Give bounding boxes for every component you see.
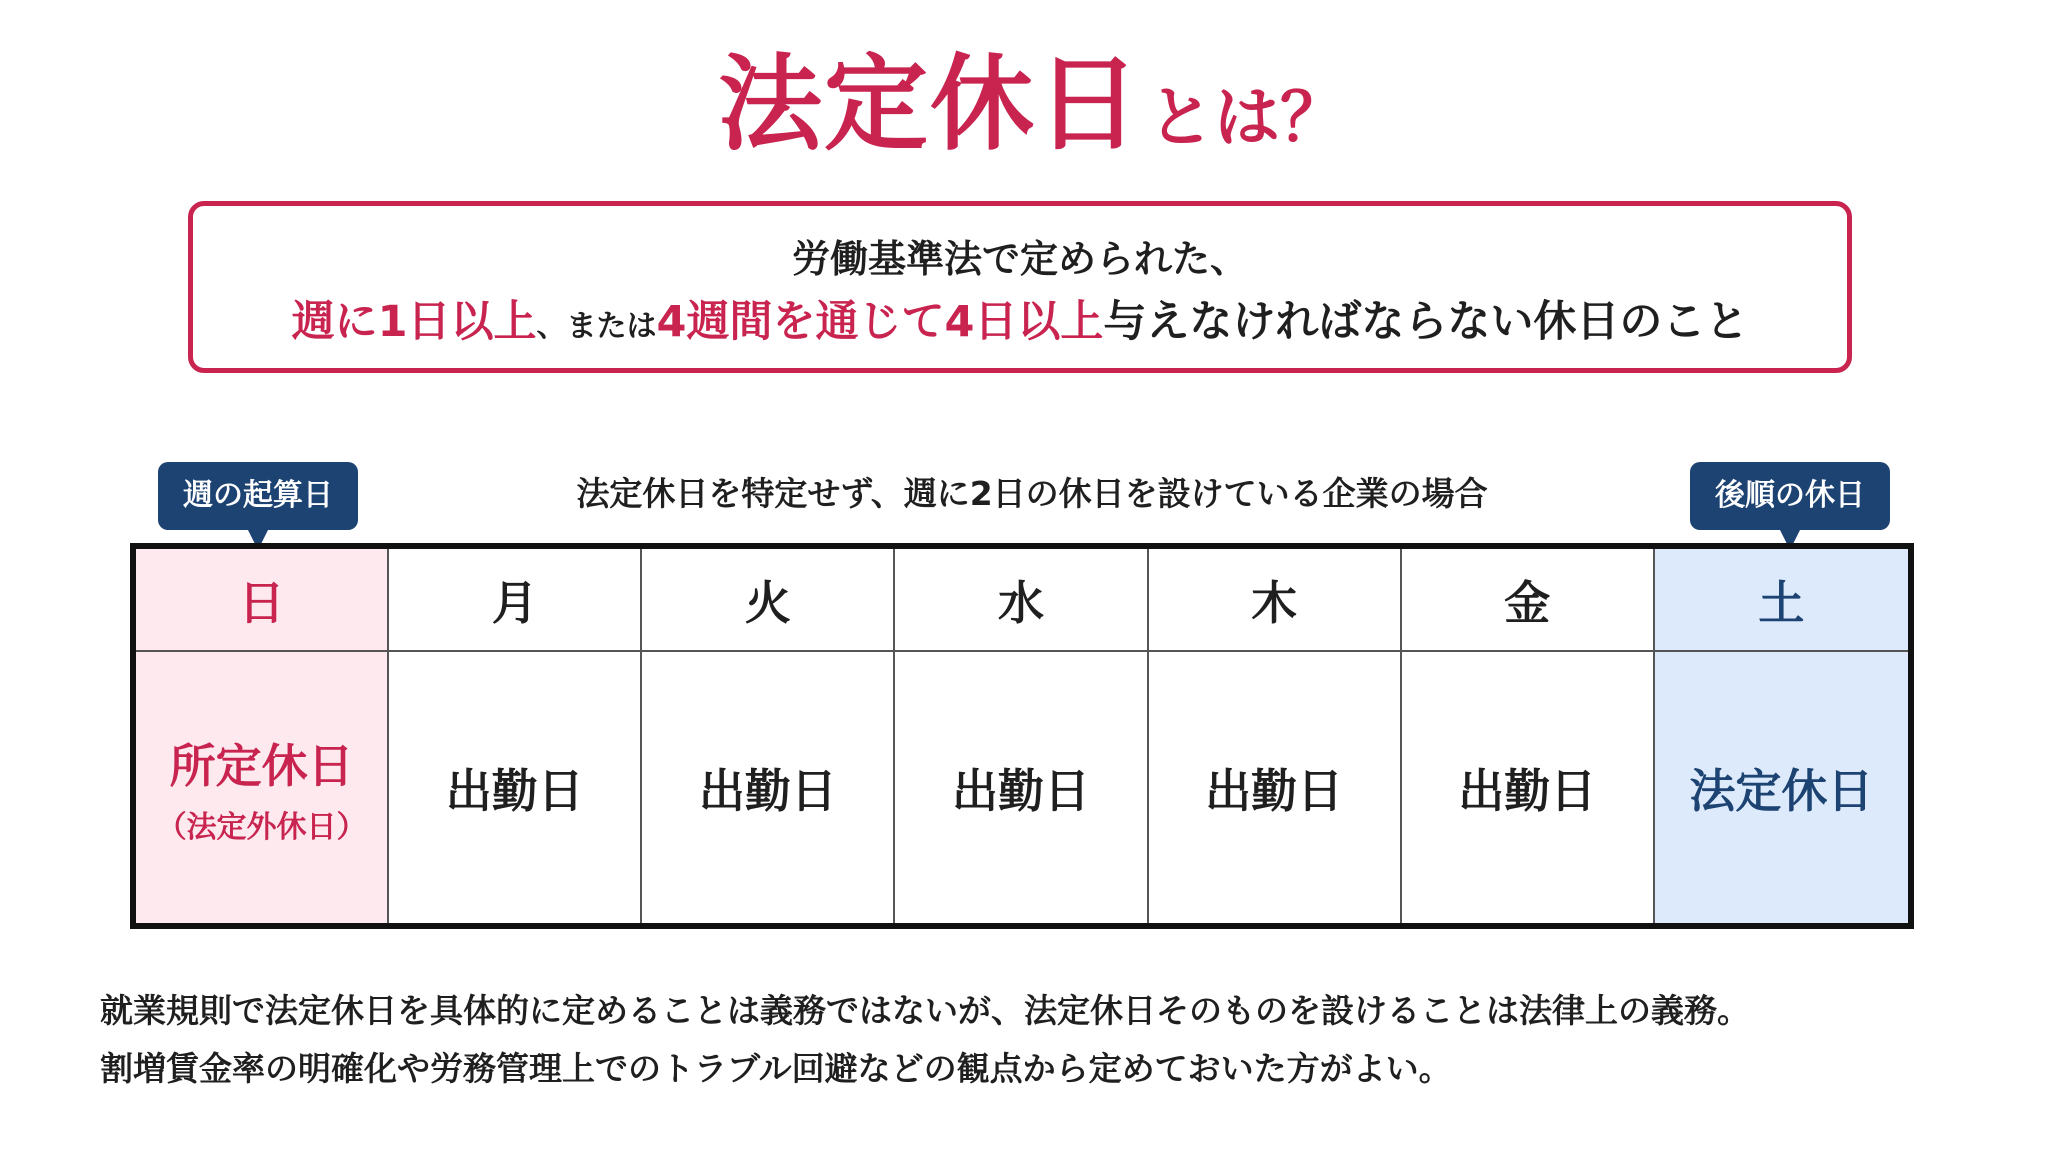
week-table xyxy=(130,543,1914,929)
definition-connector: 、または xyxy=(536,309,657,344)
day-cell-tue: 出勤日 xyxy=(642,652,895,923)
day-cell-mon: 出勤日 xyxy=(389,652,642,923)
day-cell-sun-label: 所定休日 xyxy=(169,738,354,793)
note-line1: 就業規則で法定休日を具体的に定めることは義務ではないが、法定休日そのものを設けることは法律上の義務。 xyxy=(100,991,1750,1030)
day-header-sat: 土 xyxy=(1655,549,1908,652)
later-holiday-tag: 後順の休日 xyxy=(1690,462,1890,530)
day-header-mon: 月 xyxy=(389,549,642,652)
title-suffix: とは？ xyxy=(1148,79,1346,156)
day-cell-fri: 出勤日 xyxy=(1402,652,1655,923)
day-header-tue: 火 xyxy=(642,549,895,652)
definition-highlight-4weeks: 4週間を通じて4日以上 xyxy=(656,297,1104,347)
definition-tail: 与えなければならない休日のこと xyxy=(1103,297,1749,347)
day-cell-sat: 法定休日 xyxy=(1655,652,1908,923)
day-header-thu: 木 xyxy=(1149,549,1402,652)
definition-highlight-weekly: 週に1日以上 xyxy=(291,297,537,347)
page-title xyxy=(0,43,2064,165)
day-cell-sun xyxy=(136,652,389,923)
day-cell-wed: 出勤日 xyxy=(895,652,1148,923)
definition-line1: 労働基準法で定められた、 xyxy=(791,237,1248,281)
day-header-fri: 金 xyxy=(1402,549,1655,652)
day-cell-sun-sub: （法定外休日） xyxy=(156,809,367,845)
title-main: 法定休日 xyxy=(717,43,1142,165)
day-header-sun: 日 xyxy=(136,549,389,652)
definition-line2 xyxy=(193,296,1847,353)
table-caption: 法定休日を特定せず、週に2日の休日を設けている企業の場合 xyxy=(576,474,1488,513)
definition-box xyxy=(188,201,1852,373)
day-cell-thu: 出勤日 xyxy=(1149,652,1402,923)
week-start-tag: 週の起算日 xyxy=(158,462,358,530)
note-text xyxy=(100,982,2000,1098)
note-line2: 割増賃金率の明確化や労務管理上でのトラブル回避などの観点から定めておいた方がよい。 xyxy=(100,1049,1452,1088)
day-header-wed: 水 xyxy=(895,549,1148,652)
